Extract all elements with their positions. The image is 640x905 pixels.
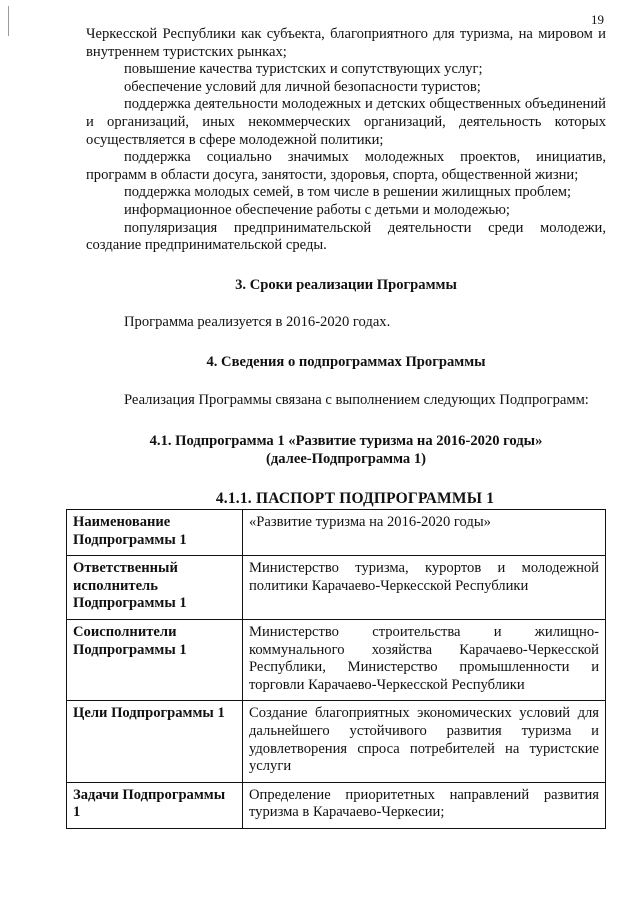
- table-row: [67, 701, 606, 782]
- document-body: [86, 26, 606, 522]
- row-value: «Развитие туризма на 2016-2020 годы»: [243, 510, 606, 556]
- row-value: Создание благоприятных экономических условий для дальнейшего устойчивого развития туризма и удовлетворения спроса потребителей на туристские услуги: [243, 701, 606, 782]
- row-label: Наименование Подпрограммы 1: [67, 510, 243, 556]
- list-item: информационное обеспечение работы с детьми и молодежью;: [124, 201, 510, 218]
- table-row: [67, 556, 606, 620]
- section-4-heading: 4. Сведения о подпрограммах Программы: [206, 353, 486, 370]
- row-label: Ответственный исполнитель Подпрограммы 1: [67, 556, 243, 620]
- row-label: Задачи Подпрограммы 1: [67, 782, 243, 828]
- list-item: популяризация предпринимательской деятельности среди молодежи, создание предпринимательской среды.: [86, 219, 606, 254]
- row-value: Министерство строительства и жилищно-коммунального хозяйства Карачаево-Черкесской Республики, Министерство промышленности и торговли Карачаево-Черкесской Республики: [243, 619, 606, 700]
- list-item: повышение качества туристских и сопутствующих услуг;: [124, 61, 483, 78]
- list-item: поддержка деятельности молодежных и детских общественных объединений и организаций, иных некоммерческих организаций, деятельность которых осуществляется в сфере молодежной политики;: [86, 96, 606, 148]
- passport-table: [66, 509, 606, 829]
- page-number: 19: [591, 12, 604, 27]
- row-value: Определение приоритетных направлений развития туризма в Карачаево-Черкесии;: [243, 782, 606, 828]
- section-4-text: Реализация Программы связана с выполнением следующих Подпрограмм:: [124, 391, 589, 408]
- row-label: Соисполнители Подпрограммы 1: [67, 619, 243, 700]
- list-item: поддержка социально значимых молодежных проектов, инициатив, программ в области досуга, занятости, здоровья, спорта, общественной жизни;: [86, 149, 606, 183]
- table-row: [67, 782, 606, 828]
- list-item: обеспечение условий для личной безопасности туристов;: [124, 78, 481, 95]
- table-row: [67, 510, 606, 556]
- intro-paragraph: Черкесской Республики как субъекта, благоприятного для туризма, на мировом и внутреннем туристских рынках;: [86, 26, 606, 60]
- passport-title: 4.1.1. ПАСПОРТ ПОДПРОГРАММЫ 1: [215, 490, 495, 508]
- section-4-1-heading: 4.1. Подпрограмма 1 «Развитие туризма на 2016-2020 годы»: [149, 433, 543, 450]
- section-3-text: Программа реализуется в 2016-2020 годах.: [124, 314, 391, 331]
- section-4-1-subheading: (далее-Подпрограмма 1): [265, 450, 427, 467]
- row-label: Цели Подпрограммы 1: [67, 701, 243, 782]
- list-item: поддержка молодых семей, в том числе в решении жилищных проблем;: [124, 184, 572, 201]
- margin-mark: [8, 6, 9, 36]
- section-3-heading: 3. Сроки реализации Программы: [235, 276, 457, 293]
- table-row: [67, 619, 606, 700]
- row-value: Министерство туризма, курортов и молодежной политики Карачаево-Черкесской Республики: [243, 556, 606, 620]
